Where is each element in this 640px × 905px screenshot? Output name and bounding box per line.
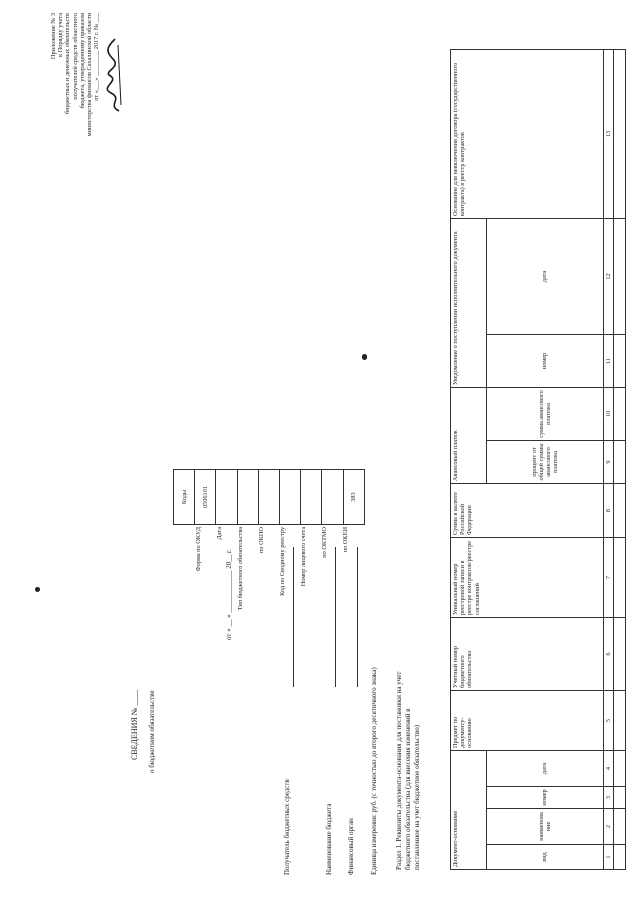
recipient-label: Получатель бюджетных средств [283, 779, 291, 875]
date-line: от « __ » ____________ 20__ г. [225, 549, 233, 640]
code-value [258, 470, 279, 525]
table-cell [614, 388, 626, 441]
code-label: Код по Сводному реестру [279, 527, 286, 596]
header-date: дата [487, 751, 604, 787]
document-subtitle: о бюджетном обязательстве [148, 690, 156, 773]
code-label: Форма по ОКУД [195, 527, 202, 572]
code-value [237, 470, 258, 525]
header-sum-rub: Сумма в валюте Российской Федерации [451, 484, 604, 538]
column-number: 8 [604, 484, 614, 538]
section1-line: бюджетного обязательства (для внесения изменений в [404, 708, 412, 870]
annex-line: Приложение № 3 [50, 13, 57, 60]
column-number: 4 [604, 751, 614, 787]
code-label: по ОКЕИ [342, 527, 349, 553]
table-cell [614, 50, 626, 219]
header-adv-percent: процент от общей суммы авансового платежа [487, 441, 604, 484]
column-number: 12 [604, 219, 614, 335]
header-doc-base: Документ-основание [451, 751, 487, 870]
column-number: 6 [604, 618, 614, 691]
table-cell [614, 219, 626, 335]
table-cell [614, 441, 626, 484]
table-cell [614, 691, 626, 751]
table-row [614, 50, 626, 870]
header-account-number: Учетный номер бюджетного обязательства [451, 618, 604, 691]
header-name: наименова ние [487, 809, 604, 845]
annex-line: бюджетных и денежных обязательств [64, 13, 72, 115]
table-cell [614, 751, 626, 787]
column-number: 9 [604, 441, 614, 484]
code-value [279, 470, 300, 525]
annex-line: к Порядку учета [57, 13, 65, 58]
table-cell [614, 335, 626, 388]
handwritten-signature [103, 35, 125, 115]
annex-block [50, 13, 100, 243]
unit-label: Единица измерения: руб. (с точностью до второго десятичного знака) [370, 667, 378, 875]
table-cell [614, 787, 626, 809]
column-number: 10 [604, 388, 614, 441]
column-number: 1 [604, 845, 614, 870]
document-title: СВЕДЕНИЯ № ____ [130, 689, 139, 760]
scan-speck [362, 354, 367, 360]
header-advance: Авансовый платеж [451, 388, 487, 484]
code-label: по ОКТМО [321, 527, 328, 558]
recipient-underline [293, 547, 294, 687]
annex-line: от «___» ________ 2017 г. № ___ [93, 13, 101, 101]
column-number: 5 [604, 691, 614, 751]
header-vid: вид [487, 845, 604, 870]
table-cell [614, 809, 626, 845]
code-label: Дата [216, 527, 223, 540]
codes-header: Коды [174, 470, 195, 525]
code-value [301, 470, 322, 525]
column-number: 13 [604, 50, 614, 219]
table-cell [614, 845, 626, 870]
column-number: 2 [604, 809, 614, 845]
header-adv-sum: сумма авансового платежа [487, 388, 604, 441]
table-cell [614, 538, 626, 618]
scan-speck [35, 587, 40, 592]
finance-body-underline [357, 547, 358, 687]
budget-name-label: Наименование бюджета [325, 803, 333, 875]
section1-line: Раздел 1. Реквизиты документа-основания для постановки на учет [395, 671, 403, 870]
section1-line: поставленное на учет бюджетное обязательство) [413, 724, 421, 870]
table-cell [614, 618, 626, 691]
header-notice: Уведомление о поступлении исполнительного документа [451, 219, 487, 388]
column-number: 11 [604, 335, 614, 388]
header-notice-number: номер [487, 335, 604, 388]
finance-body-label: Финансовый орган [347, 818, 355, 875]
annex-line: получателей средств областного [71, 13, 79, 100]
annex-line: бюджета, утвержденному приказом [78, 13, 86, 109]
code-value: 383 [343, 470, 364, 525]
code-value [322, 470, 343, 525]
code-label: Тип бюджетного обязательства [237, 527, 244, 611]
code-value [216, 470, 237, 525]
header-number: номер [487, 787, 604, 809]
header-subject: Предмет по документу-основанию [451, 691, 604, 751]
table-cell [614, 484, 626, 538]
column-number: 3 [604, 787, 614, 809]
header-basis: Основание для невключения договора (государственного контракта) в реестр контрактов [451, 50, 604, 219]
code-label: Номер лицевого счета [300, 527, 307, 587]
commitment-table [450, 49, 626, 870]
budget-name-underline [335, 547, 336, 687]
header-notice-date: дата [487, 219, 604, 335]
code-label: по ОКПО [258, 527, 265, 553]
annex-line: министерства финансов Сахалинской области [86, 13, 94, 137]
header-unique-number: Уникальный номер реестровой записи в реестре контрактов/реестре соглашений [451, 538, 604, 618]
codes-table [173, 469, 365, 525]
code-value: 0506101 [195, 470, 216, 525]
column-number: 7 [604, 538, 614, 618]
